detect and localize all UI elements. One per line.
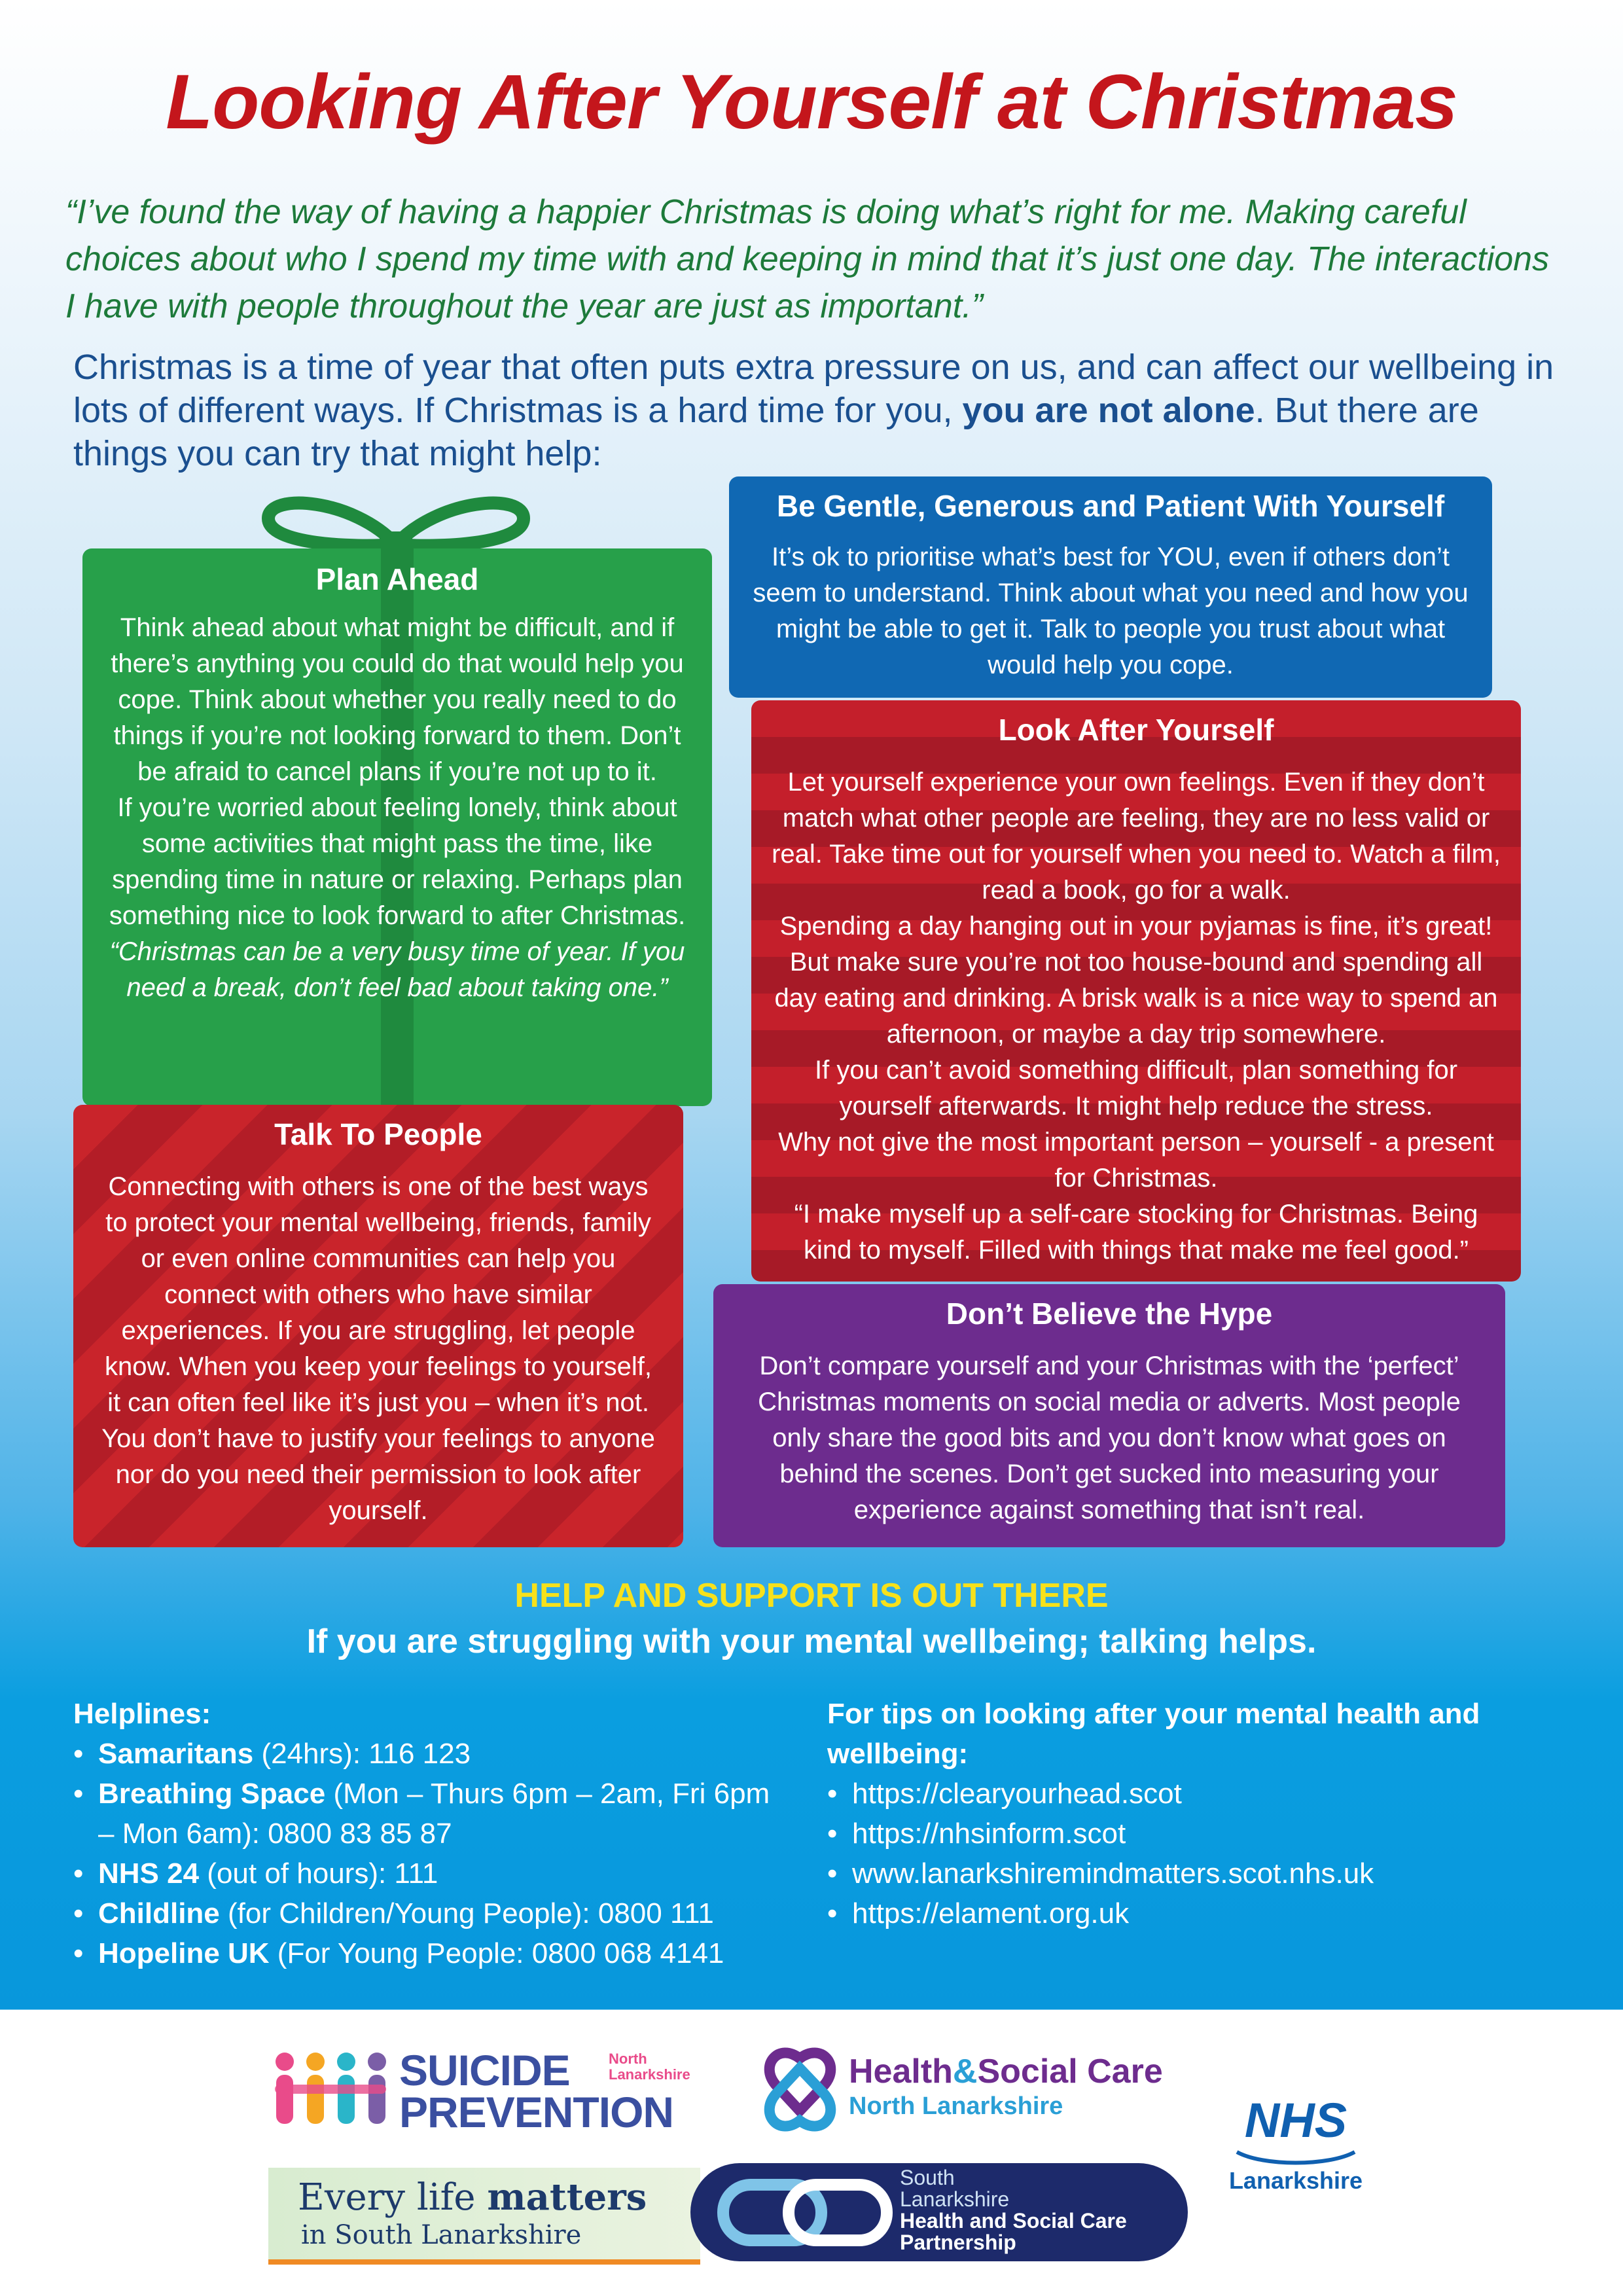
intro-emphasis: you are not alone — [962, 391, 1255, 430]
tip-link[interactable]: • www.lanarkshiremindmatters.scot.nhs.uk — [827, 1854, 1580, 1893]
south-lanarkshire-hscp-logo — [690, 2163, 1188, 2261]
intro-text-2: . But there are things you can try that might help: — [73, 391, 1479, 473]
suicide-prevention-logo — [268, 2045, 720, 2136]
hype-heading: Don’t Believe the Hype — [946, 1297, 1273, 1331]
hsc-title — [849, 2052, 1163, 2091]
tip-link[interactable]: • https://clearyourhead.scot — [827, 1774, 1580, 1814]
helpline-detail: (out of hours): 111 — [199, 1857, 438, 1890]
plan-ahead-p1: Think ahead about what might be difficult, and if there’s anything you could do that would help you cope. Think about whether you really need to do things if you’re not looking forward to them. Don’t be afraid to cancel plans if you’re not up to it. — [111, 613, 684, 786]
helpline-item — [73, 1933, 826, 1973]
intro-quote: “I’ve found the way of having a happier Christmas is doing what’s right for me. Making careful choices about who I spend my time with and keeping in mind that it’s just one day. The interactions I have with people throughout the year are just as important.” — [65, 193, 1550, 325]
elm-title — [298, 2176, 647, 2219]
intro-text-1: Christmas is a time of year that often puts extra pressure on us, and can affect our wellbeing in lots of different ways. If Christmas is a hard time for you, — [73, 348, 1554, 430]
help-subheading: If you are struggling with your mental wellbeing; talking helps. — [306, 1623, 1317, 1660]
plan-ahead-p2: If you’re worried about feeling lonely, think about some activities that might pass the time, like spending time in nature or relaxing. Perhaps plan something nice to look forward to after Christmas. — [109, 793, 686, 930]
plan-ahead-content — [82, 548, 712, 1106]
sl-text — [900, 2167, 1127, 2253]
helplines-list — [73, 1734, 826, 1973]
helpline-item — [73, 1734, 826, 1774]
helpline-name: Hopeline UK — [98, 1937, 270, 1969]
tip-link[interactable]: • https://elament.org.uk — [827, 1893, 1580, 1933]
hsc-north-lanarkshire-logo — [756, 2045, 1201, 2137]
nhs-lanarkshire-logo — [1217, 2094, 1374, 2206]
helpline-item — [73, 1893, 826, 1933]
suicide-word: SUICIDE — [399, 2046, 570, 2094]
look-after-quote: “I make myself up a self-care stocking for Christmas. Being kind to myself. Filled with things that make me feel good.” — [794, 1200, 1478, 1265]
every-life-matters-logo — [268, 2168, 700, 2265]
suicide-north: North — [609, 2051, 647, 2067]
look-after-yourself-card — [751, 700, 1521, 1282]
knot-icon — [756, 2045, 844, 2134]
sl-partnership: Partnership — [900, 2231, 1016, 2254]
look-after-p2: Spending a day hanging out in your pyjamas is fine, it’s great! But make sure you’re not too house-bound and spending all day eating and drinking. A brisk walk is a nice way to spend an afternoon, or maybe a day trip somewhere. — [774, 912, 1498, 1049]
sl-south: South — [900, 2166, 955, 2189]
helplines-section — [73, 1694, 826, 1973]
tips-heading: For tips on looking after your mental health and wellbeing: — [827, 1698, 1480, 1770]
hsc-health: Health — [849, 2053, 953, 2090]
nhs-subtitle: Lanarkshire — [1228, 2167, 1363, 2194]
gift-bow-icon — [255, 492, 537, 558]
tips-section — [827, 1694, 1580, 1933]
helpline-item — [73, 1854, 826, 1893]
page-title: Looking After Yourself at Christmas — [166, 59, 1457, 145]
nhs-wordmark: NHS — [1244, 2093, 1347, 2147]
talk-heading: Talk To People — [274, 1117, 482, 1151]
helpline-name: Childline — [98, 1897, 220, 1929]
help-heading: HELP AND SUPPORT IS OUT THERE — [514, 1577, 1109, 1615]
sl-hsc: Health and Social Care — [900, 2209, 1127, 2233]
tips-links — [827, 1774, 1580, 1933]
helpline-detail: (for Children/Young People): 0800 111 — [219, 1897, 714, 1929]
be-gentle-heading: Be Gentle, Generous and Patient With Yourself — [776, 489, 1445, 523]
suicide-lanarkshire: Lanarkshire — [609, 2066, 690, 2083]
hype-body: Don’t compare yourself and your Christmas with the ‘perfect’ Christmas moments on social media or adverts. Most people only share the good bits and you don’t know what goes on behind the scenes. Don’t get sucked into measuring your experience against something that isn’t real. — [758, 1352, 1461, 1524]
helpline-detail: (Mon – Thurs 6pm – 2am, Fri 6pm – Mon 6am): 0800 83 85 87 — [98, 1778, 770, 1850]
hsc-subtitle: North Lanarkshire — [849, 2092, 1063, 2120]
look-after-p3: If you can’t avoid something difficult, plan something for yourself afterwards. It might help reduce the stress. — [814, 1056, 1458, 1121]
chain-links-icon — [717, 2175, 893, 2250]
elm-every-life: Every life — [298, 2176, 488, 2219]
elm-subtitle: in South Lanarkshire — [301, 2220, 582, 2250]
helpline-detail: (For Young People: 0800 068 4141 — [269, 1937, 724, 1969]
helpline-item — [73, 1774, 826, 1854]
talk-to-people-card — [73, 1105, 683, 1547]
helplines-heading: Helplines: — [73, 1698, 211, 1730]
helpline-name: Breathing Space — [98, 1778, 326, 1810]
elm-matters: matters — [487, 2176, 647, 2219]
intro-paragraph — [73, 346, 1572, 475]
be-gentle-card — [729, 476, 1492, 698]
be-gentle-body: It’s ok to prioritise what’s best for YOU, even if others don’t seem to understand. Think about what you need and how you might be able to get it. Talk to people you trust about what would help you cope. — [753, 543, 1469, 679]
tip-link[interactable]: • https://nhsinform.scot — [827, 1814, 1580, 1854]
plan-ahead-heading: Plan Ahead — [315, 562, 479, 596]
helpline-detail: (24hrs): 116 123 — [253, 1738, 471, 1770]
helpline-name: Samaritans — [98, 1738, 254, 1770]
dont-believe-hype-card — [713, 1284, 1505, 1547]
look-after-heading: Look After Yourself — [998, 713, 1274, 747]
people-icon — [268, 2045, 393, 2130]
plan-ahead-quote: “Christmas can be a very busy time of year. If you need a break, don’t feel bad about taking one.” — [109, 937, 685, 1002]
helpline-name: NHS 24 — [98, 1857, 200, 1890]
sl-lanarkshire: Lanarkshire — [900, 2187, 1010, 2211]
prevention-word: PREVENTION — [399, 2088, 674, 2136]
hsc-social-care: Social Care — [977, 2053, 1163, 2090]
nhs-wave-icon — [1230, 2147, 1361, 2166]
look-after-p1: Let yourself experience your own feelings. Even if they don’t match what other people are feeling, they are no less valid or real. Take time out for yourself when you need to. Watch a film, read a book, go for a walk. — [772, 768, 1501, 905]
talk-body: Connecting with others is one of the best ways to protect your mental wellbeing, friends, family or even online communities can help you connect with others who have similar experiences. If you are struggling, let people know. When you keep your feelings to yourself, it can often feel like it’s just you – when it’s not. You don’t have to justify your feelings to anyone nor do you need their permission to look after yourself. — [101, 1172, 655, 1525]
look-after-p4: Why not give the most important person – yourself - a present for Christmas. — [778, 1128, 1494, 1193]
hsc-ampersand: & — [952, 2053, 978, 2090]
